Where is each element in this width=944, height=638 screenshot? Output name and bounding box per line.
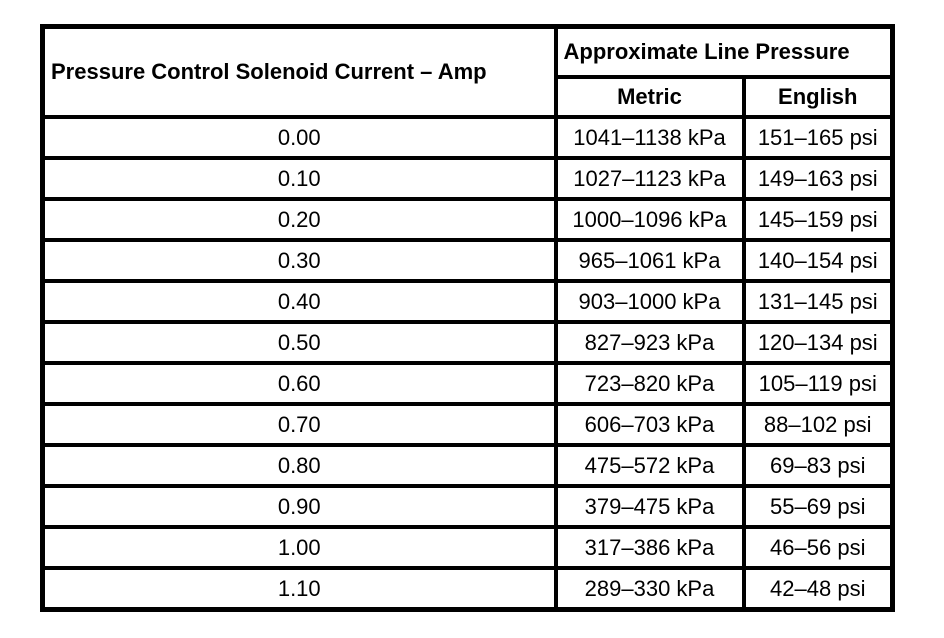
- amp-value-cell: 0.70: [43, 404, 556, 445]
- table-row: [43, 117, 893, 158]
- pressure-control-solenoid-table: [40, 24, 895, 612]
- english-value-cell: 145–159 psi: [744, 199, 893, 240]
- amp-value-cell: 0.50: [43, 322, 556, 363]
- table-row: [43, 363, 893, 404]
- metric-value-cell: 1041–1138 kPa: [556, 117, 744, 158]
- metric-value-cell: 723–820 kPa: [556, 363, 744, 404]
- amp-value-cell: 0.60: [43, 363, 556, 404]
- english-value-cell: 69–83 psi: [744, 445, 893, 486]
- amp-value-cell: 0.90: [43, 486, 556, 527]
- table-row: [43, 322, 893, 363]
- english-value-cell: 105–119 psi: [744, 363, 893, 404]
- table-row: [43, 199, 893, 240]
- table-row: [43, 527, 893, 568]
- amp-value-cell: 0.80: [43, 445, 556, 486]
- amp-value-cell: 1.00: [43, 527, 556, 568]
- table-row: [43, 486, 893, 527]
- amp-column-header: Pressure Control Solenoid Current – Amp: [43, 27, 556, 118]
- amp-value-cell: 0.30: [43, 240, 556, 281]
- metric-value-cell: 965–1061 kPa: [556, 240, 744, 281]
- english-value-cell: 55–69 psi: [744, 486, 893, 527]
- english-column-header: English: [744, 77, 893, 117]
- english-value-cell: 131–145 psi: [744, 281, 893, 322]
- english-value-cell: 140–154 psi: [744, 240, 893, 281]
- english-value-cell: 120–134 psi: [744, 322, 893, 363]
- table-row: [43, 281, 893, 322]
- english-value-cell: 151–165 psi: [744, 117, 893, 158]
- metric-value-cell: 317–386 kPa: [556, 527, 744, 568]
- table-row: [43, 158, 893, 199]
- metric-value-cell: 475–572 kPa: [556, 445, 744, 486]
- header-row-1: [43, 27, 893, 78]
- english-value-cell: 149–163 psi: [744, 158, 893, 199]
- metric-value-cell: 1027–1123 kPa: [556, 158, 744, 199]
- table-body: [43, 117, 893, 610]
- amp-value-cell: 0.00: [43, 117, 556, 158]
- metric-value-cell: 903–1000 kPa: [556, 281, 744, 322]
- table-row: [43, 404, 893, 445]
- line-pressure-group-header: Approximate Line Pressure: [556, 27, 893, 78]
- amp-value-cell: 0.40: [43, 281, 556, 322]
- metric-value-cell: 379–475 kPa: [556, 486, 744, 527]
- table-row: [43, 568, 893, 610]
- amp-value-cell: 0.10: [43, 158, 556, 199]
- english-value-cell: 46–56 psi: [744, 527, 893, 568]
- amp-value-cell: 0.20: [43, 199, 556, 240]
- metric-value-cell: 1000–1096 kPa: [556, 199, 744, 240]
- metric-column-header: Metric: [556, 77, 744, 117]
- english-value-cell: 42–48 psi: [744, 568, 893, 610]
- metric-value-cell: 606–703 kPa: [556, 404, 744, 445]
- amp-value-cell: 1.10: [43, 568, 556, 610]
- metric-value-cell: 289–330 kPa: [556, 568, 744, 610]
- english-value-cell: 88–102 psi: [744, 404, 893, 445]
- table-header: [43, 27, 893, 118]
- table-row: [43, 240, 893, 281]
- table-row: [43, 445, 893, 486]
- metric-value-cell: 827–923 kPa: [556, 322, 744, 363]
